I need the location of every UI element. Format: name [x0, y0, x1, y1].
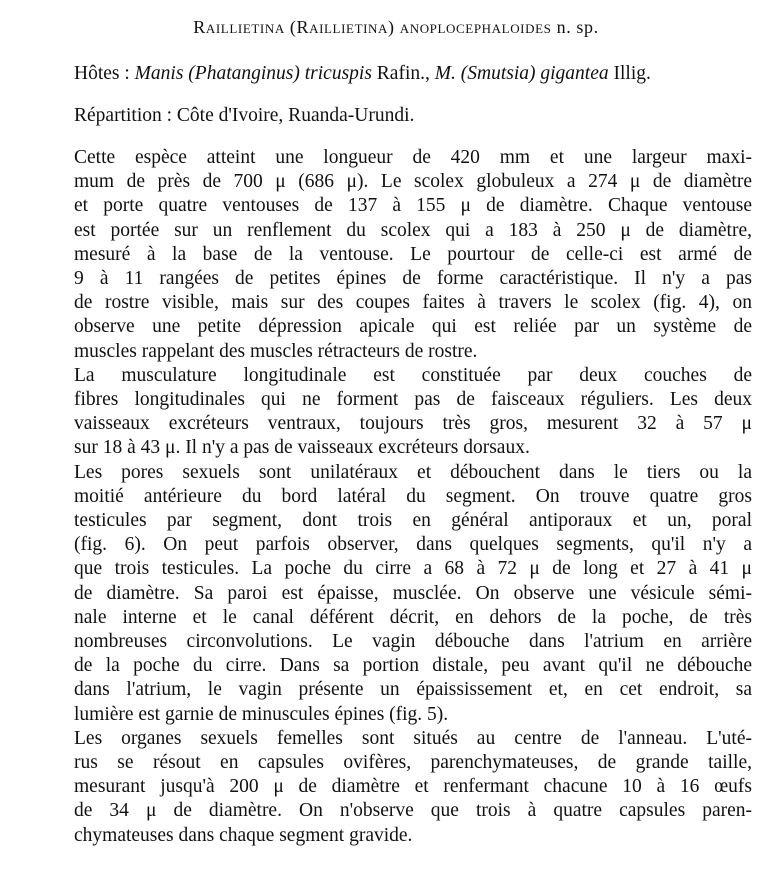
text-line: testicules par segment, dont trois en général antiporaux et un, poral — [74, 510, 752, 532]
text-line: est portée sur un renflement du scolex qui a 183 à 250 μ de diamètre, — [74, 219, 752, 241]
text-line: La musculature longitudinale est constituée par deux couches de — [74, 364, 752, 386]
text-line: chymateuses dans chaque segment gravide. — [74, 824, 413, 846]
paragraph-sexual-pores — [40, 461, 752, 727]
text-line: 9 à 11 rangées de petites épines de forme caractéristique. Il n'y a pas — [74, 268, 752, 290]
text-line: de la poche du cirre. Dans sa portion distale, peu avant qu'il ne débouche — [74, 655, 752, 677]
text-line: observe une petite dépression apicale qui est reliée par un système de — [74, 316, 752, 338]
distribution-line — [40, 104, 752, 128]
distribution-label: Répartition : — [74, 105, 173, 126]
text-line: muscles rappelant des muscles rétracteurs de rostre. — [74, 340, 478, 362]
text-line: et porte quatre ventouses de 137 à 155 μ de diamètre. Chaque ventouse — [74, 195, 752, 217]
text-line: vaisseaux excréteurs ventraux, toujours très gros, mesurent 32 à 57 μ — [74, 413, 752, 435]
paragraph-musculature — [40, 364, 752, 461]
text-line: nombreuses circonvolutions. Le vagin débouche dans l'atrium en arrière — [74, 631, 752, 653]
text-line: Cette espèce atteint une longueur de 420 mm et une largeur maxi- — [74, 147, 752, 168]
text-line: de 34 μ de diamètre. On n'observe que trois à quatre capsules paren- — [74, 800, 752, 822]
distribution-value: Côte d'Ivoire, Ruanda-Urundi. — [176, 105, 415, 126]
text-line: Les pores sexuels sont unilatéraux et débouchent dans le tiers ou la — [74, 461, 752, 483]
host2-author: Illig. — [613, 63, 651, 84]
text-line: mum de près de 700 μ (686 μ). Le scolex globuleux a 274 μ de diamètre — [74, 171, 752, 193]
text-line: dans l'atrium, le vagin présente un épaississement et, en cet endroit, sa — [74, 679, 752, 701]
new-species-mark: n. sp. — [556, 17, 599, 37]
species-name: Raillietina (Raillietina) anoplocephaloides — [193, 17, 552, 37]
hosts-label: Hôtes : — [74, 63, 130, 84]
text-line: lumière est garnie de minuscules épines (fig. 5). — [74, 703, 449, 725]
document-page — [40, 14, 752, 848]
text-line: fibres longitudinales qui ne forment pas de faisceaux réguliers. Les deux — [74, 389, 752, 411]
text-line: mesurant jusqu'à 200 μ de diamètre et renfermant chacune 10 à 16 œufs — [74, 776, 752, 798]
text-line: nale interne et le canal déférent décrit, en dehors de la poche, de très — [74, 606, 752, 628]
text-line: moitié antérieure du bord latéral du segment. On trouve quatre gros — [74, 485, 752, 507]
paragraph-morphology — [40, 146, 752, 364]
host1-author: Rafin., — [376, 63, 430, 84]
text-line: de diamètre. Sa paroi est épaisse, musclée. On observe une vésicule sémi- — [74, 582, 752, 604]
hosts-line — [40, 62, 752, 86]
text-line: (fig. 6). On peut parfois observer, dans quelques segments, qu'il n'y a — [74, 534, 752, 556]
text-line: rus se résout en capsules ovifères, parenchymateuses, de grande taille, — [74, 752, 752, 774]
text-line: de rostre visible, mais sur des coupes faites à travers le scolex (fig. 4), on — [74, 292, 752, 314]
text-line: Les organes sexuels femelles sont situés au centre de l'anneau. L'uté- — [74, 727, 752, 749]
text-line: sur 18 à 43 μ. Il n'y a pas de vaisseaux excréteurs dorsaux. — [74, 437, 530, 459]
paragraph-female-organs — [40, 727, 752, 848]
page-title — [40, 14, 752, 40]
text-line: mesuré à la base de la ventouse. Le pourtour de celle-ci est armé de — [74, 243, 752, 265]
host1-name: Manis (Phatanginus) tricuspis — [134, 63, 372, 84]
text-line: que trois testicules. La poche du cirre a 68 à 72 μ de long et 27 à 41 μ — [74, 558, 752, 580]
host2-name: M. (Smutsia) gigantea — [434, 63, 609, 84]
